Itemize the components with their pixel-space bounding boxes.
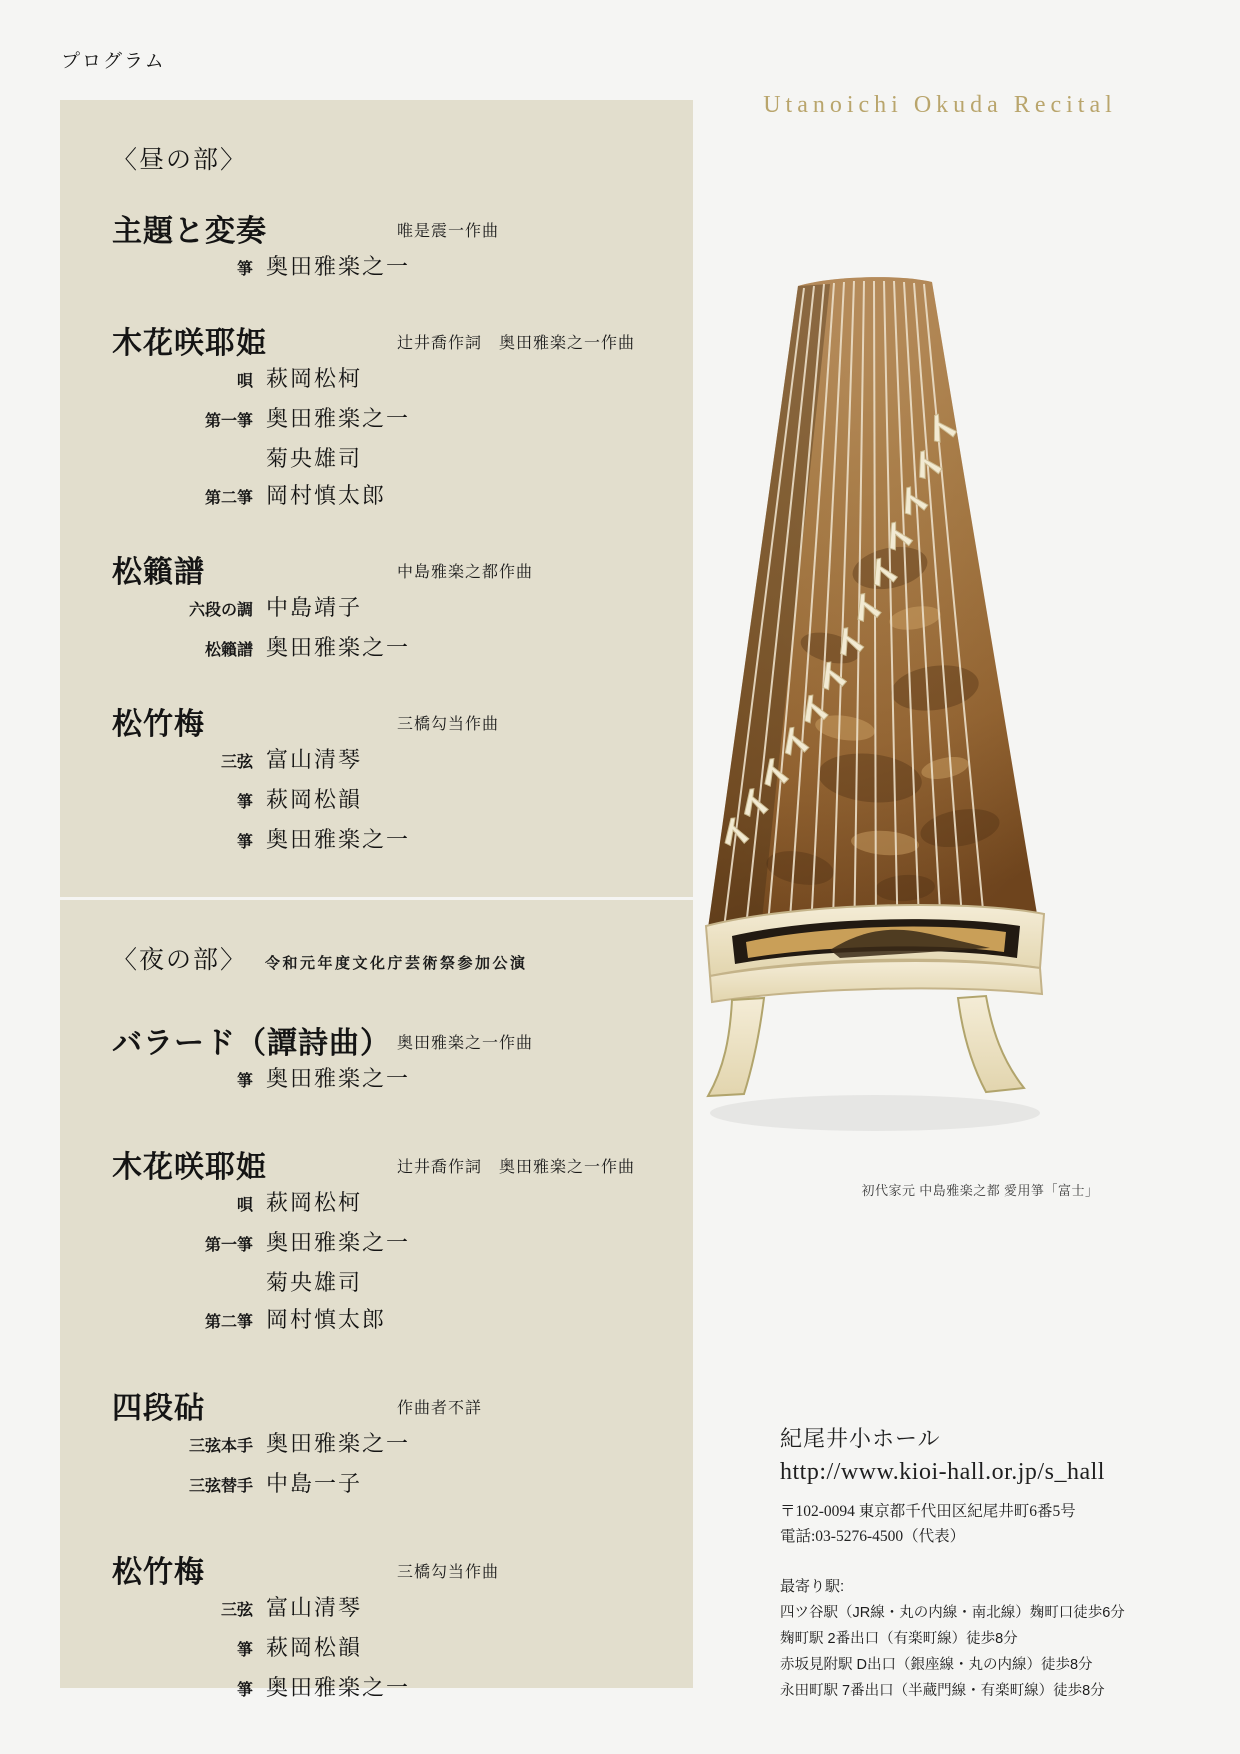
performer-role: 箏: [236, 1642, 253, 1659]
piece-credit: 唯是震一作曲: [397, 223, 500, 240]
venue-info: [780, 1422, 1125, 1704]
section-heading-row: [112, 140, 663, 176]
venue-access: [780, 1574, 1125, 1704]
performer-role: 第一箏: [204, 1237, 253, 1254]
piece-title: 松竹梅: [112, 1556, 205, 1589]
program-panel-day: [60, 100, 693, 897]
performer-row: [112, 589, 663, 629]
performer-role: 箏: [236, 1073, 253, 1090]
program-piece: [112, 318, 663, 517]
section-heading-row: [112, 940, 663, 976]
performer-name: 萩岡松柯: [266, 366, 363, 391]
piece-title: 木花咲耶姫: [112, 1151, 267, 1184]
performer-role: 箏: [236, 261, 253, 278]
access-heading: 最寄り駅:: [780, 1578, 845, 1595]
performer-name: 奥田雅楽之一: [266, 827, 411, 852]
performer-role: 三弦: [220, 754, 253, 771]
program-panel-night: [60, 900, 693, 1700]
performer-name: 萩岡松韻: [266, 787, 363, 812]
performer-name: 菊央雄司: [266, 1270, 363, 1295]
performer-row: [112, 1425, 663, 1465]
performer-role: 第二箏: [204, 1314, 253, 1331]
piece-credit: 辻井喬作詞 奥田雅楽之一作曲: [397, 1159, 636, 1176]
performer-role: 箏: [236, 834, 253, 851]
performer-row: [112, 1629, 663, 1669]
venue-url[interactable]: http://www.kioi-hall.or.jp/s_hall: [780, 1459, 1105, 1485]
performer-name: 菊央雄司: [266, 446, 363, 471]
photo-caption: 初代家元 中島雅楽之都 愛用箏「富士」: [861, 1183, 1099, 1198]
program-piece: [112, 206, 663, 288]
access-line: 永田町駅 7番出口（半蔵門線・有楽町線）徒歩8分: [780, 1683, 1105, 1699]
performer-name: 奥田雅楽之一: [266, 254, 411, 279]
performer-role: 第二箏: [204, 490, 253, 507]
performer-name: 岡村慎太郎: [266, 483, 387, 508]
program-piece: [112, 1018, 663, 1100]
piece-credit: 辻井喬作詞 奥田雅楽之一作曲: [397, 335, 636, 352]
performer-row: [112, 248, 663, 288]
performer-role: 箏: [236, 1682, 253, 1699]
piece-title: バラード（譚詩曲）: [112, 1027, 391, 1060]
piece-title: 木花咲耶姫: [112, 327, 267, 360]
performer-name: 奥田雅楽之一: [266, 1431, 411, 1456]
performer-role: 第一箏: [204, 413, 253, 430]
piece-head: [112, 1142, 663, 1184]
section-heading-note: 令和元年度文化庁芸術祭参加公演: [265, 955, 528, 972]
piece-credit: 三橋勾当作曲: [397, 1564, 500, 1581]
performer-name: 萩岡松韻: [266, 1635, 363, 1660]
koto-photo: [680, 268, 1070, 1148]
piece-head: [112, 318, 663, 360]
performer-name: 奥田雅楽之一: [266, 1066, 411, 1091]
performer-name: 奥田雅楽之一: [266, 406, 411, 431]
performer-role: 唄: [236, 1197, 253, 1214]
piece-credit: 奥田雅楽之一作曲: [397, 1035, 534, 1052]
performer-row: [112, 629, 663, 669]
performer-row: [112, 1301, 663, 1341]
performer-name: 奥田雅楽之一: [266, 1675, 411, 1700]
performer-name: 奥田雅楽之一: [266, 635, 411, 660]
piece-title: 松籟譜: [112, 556, 205, 589]
performer-row: [112, 360, 663, 400]
performer-role: 松籟譜: [204, 642, 253, 659]
performer-row: [112, 1224, 663, 1264]
performer-role: 六段の調: [188, 602, 253, 619]
performer-row: [112, 1060, 663, 1100]
performer-row: [112, 781, 663, 821]
performer-row: [112, 440, 663, 477]
performer-name: 岡村慎太郎: [266, 1307, 387, 1332]
recital-title: Utanoichi Okuda Recital: [763, 92, 1117, 118]
performer-row: [112, 1184, 663, 1224]
performer-name: 富山清琴: [266, 747, 363, 772]
performer-role: 唄: [236, 373, 253, 390]
access-line: 麹町駅 2番出口（有楽町線）徒歩8分: [780, 1631, 1018, 1647]
performer-row: [112, 821, 663, 861]
performer-role: 三弦替手: [188, 1478, 253, 1495]
program-piece: [112, 547, 663, 669]
performer-name: 中島一子: [266, 1471, 363, 1496]
section-heading-night: 〈夜の部〉: [112, 947, 248, 974]
performer-row: [112, 1465, 663, 1505]
piece-credit: 作曲者不詳: [397, 1400, 483, 1417]
performer-row: [112, 1589, 663, 1629]
venue-address: 〒102-0094 東京都千代田区紀尾井町6番5号: [780, 1503, 1076, 1520]
venue-name: 紀尾井小ホール: [780, 1426, 941, 1451]
page-title: プログラム: [61, 51, 166, 72]
section-heading-day: 〈昼の部〉: [112, 147, 248, 174]
piece-head: [112, 1547, 663, 1589]
performer-row: [112, 400, 663, 440]
piece-title: 松竹梅: [112, 708, 205, 741]
piece-title: 主題と変奏: [112, 215, 267, 248]
performer-row: [112, 741, 663, 781]
performer-role: 箏: [236, 794, 253, 811]
piece-head: [112, 1018, 663, 1060]
program-piece: [112, 699, 663, 861]
program-piece: [112, 1142, 663, 1341]
access-line: 赤坂見附駅 D出口（銀座線・丸の内線）徒歩8分: [780, 1657, 1093, 1673]
performer-name: 奥田雅楽之一: [266, 1230, 411, 1255]
performer-name: 中島靖子: [266, 595, 363, 620]
performer-role: 三弦本手: [188, 1438, 253, 1455]
piece-head: [112, 1383, 663, 1425]
program-piece: [112, 1547, 663, 1709]
program-piece: [112, 1383, 663, 1505]
performer-role: 三弦: [220, 1602, 253, 1619]
access-line: 四ツ谷駅（JR線・丸の内線・南北線）麹町口徒歩6分: [780, 1605, 1125, 1621]
piece-head: [112, 699, 663, 741]
piece-credit: 三橋勾当作曲: [397, 716, 500, 733]
piece-title: 四段砧: [112, 1392, 205, 1425]
piece-head: [112, 547, 663, 589]
piece-credit: 中島雅楽之都作曲: [397, 564, 534, 581]
performer-name: 萩岡松柯: [266, 1190, 363, 1215]
venue-phone: 電話:03-5276-4500（代表）: [780, 1528, 966, 1545]
performer-row: [112, 477, 663, 517]
performer-row: [112, 1264, 663, 1301]
performer-row: [112, 1669, 663, 1709]
piece-head: [112, 206, 663, 248]
performer-name: 富山清琴: [266, 1595, 363, 1620]
